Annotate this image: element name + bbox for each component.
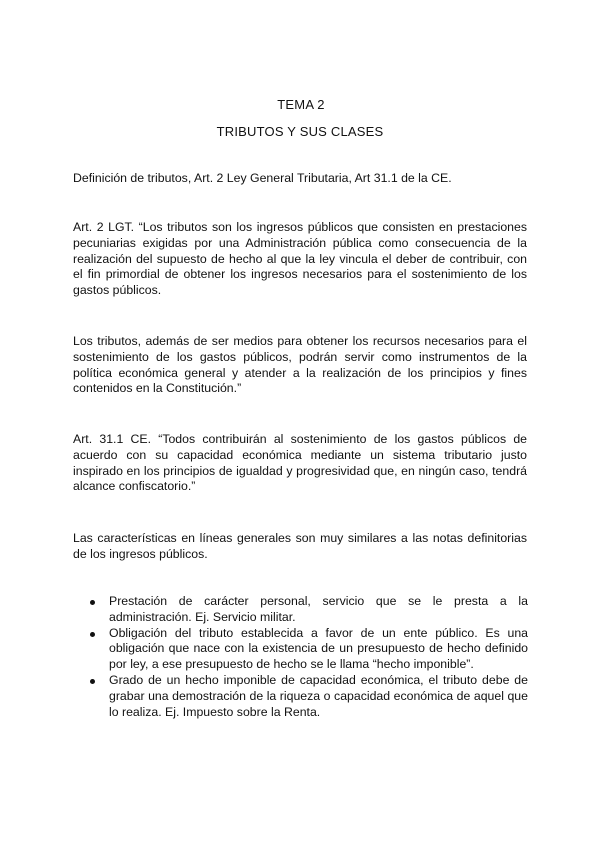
list-item bbox=[84, 673, 528, 720]
characteristics-list bbox=[84, 594, 528, 720]
document-title: TEMA 2 bbox=[277, 97, 325, 112]
list-item bbox=[84, 594, 528, 626]
art2-paragraph: Art. 2 LGT. “Los tributos son los ingresos públicos que consisten en prestaciones pecuniarias exigidas por una Administración pública como consecuencia de la realización del supuesto de hecho al que la ley vincula el deber de contribuir, con el fin primordial de obtener los ingresos necesarios para el sostenimiento de los gastos públicos. bbox=[73, 220, 527, 298]
bullet-icon bbox=[90, 632, 95, 637]
list-item bbox=[84, 626, 528, 673]
bullet-icon bbox=[90, 600, 95, 605]
list-item-text: Obligación del tributo establecida a favor de un ente público. Es una obligación que nace con la existencia de un presupuesto de hecho definido por ley, a ese presupuesto de hecho se le llama “hecho imponible”. bbox=[109, 625, 528, 672]
list-item-text: Prestación de carácter personal, servicio que se le presta a la administración. Ej. Servicio militar. bbox=[109, 594, 528, 624]
tributos-paragraph: Los tributos, además de ser medios para obtener los recursos necesarios para el sostenimiento de los gastos públicos, podrán servir como instrumentos de la política económica general y atender a la realización de los principios y fines contenidos en la Constitución.” bbox=[73, 334, 527, 396]
document-subtitle: TRIBUTOS Y SUS CLASES bbox=[216, 124, 384, 139]
characteristics-paragraph: Las características en líneas generales son muy similares a las notas definitorias de los ingresos públicos. bbox=[73, 531, 527, 561]
definition-paragraph: Definición de tributos, Art. 2 Ley General Tributaria, Art 31.1 de la CE. bbox=[73, 171, 452, 185]
list-item-text: Grado de un hecho imponible de capacidad económica, el tributo debe de grabar una demostración de la riqueza o capacidad económica de aquel que lo realiza. Ej. Impuesto sobre la Renta. bbox=[109, 672, 528, 719]
bullet-icon bbox=[90, 679, 95, 684]
art31-paragraph: Art. 31.1 CE. “Todos contribuirán al sostenimiento de los gastos públicos de acuerdo con su capacidad económica mediante un sistema tributario justo inspirado en los principios de igualdad y progresividad que, en ningún caso, tendrá alcance confiscatorio.” bbox=[73, 432, 527, 494]
